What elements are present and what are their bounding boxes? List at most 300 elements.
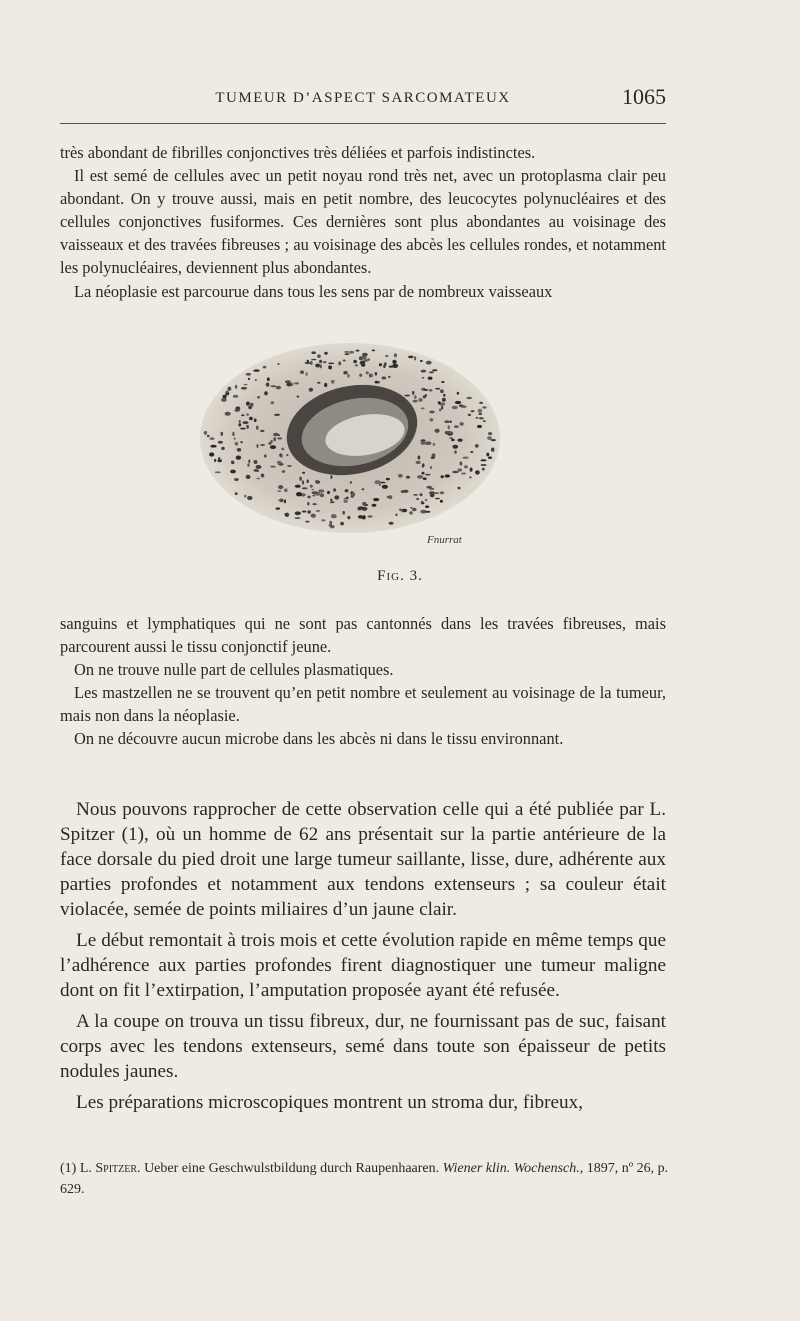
cell-nucleus bbox=[286, 383, 291, 387]
cell-nucleus bbox=[441, 381, 444, 383]
cell-nucleus bbox=[295, 485, 301, 488]
paragraph: Les préparations microscopiques montrent un stroma dur, fibreux, bbox=[76, 1092, 584, 1113]
cell-nucleus bbox=[420, 360, 423, 362]
cell-nucleus bbox=[240, 441, 243, 443]
cell-nucleus bbox=[230, 470, 236, 474]
cell-nucleus bbox=[449, 432, 453, 435]
cell-nucleus bbox=[422, 463, 425, 466]
cell-nucleus bbox=[300, 371, 304, 374]
cell-nucleus bbox=[438, 401, 441, 404]
cell-nucleus bbox=[302, 487, 308, 489]
cell-nucleus bbox=[408, 356, 414, 359]
cell-nucleus bbox=[425, 474, 430, 476]
cell-nucleus bbox=[443, 394, 445, 397]
cell-nucleus bbox=[460, 462, 463, 466]
cell-nucleus bbox=[358, 506, 364, 509]
cell-nucleus bbox=[444, 420, 449, 423]
cell-nucleus bbox=[421, 370, 427, 373]
cell-nucleus bbox=[231, 462, 234, 465]
cell-nucleus bbox=[379, 363, 382, 366]
cell-nucleus bbox=[310, 361, 312, 365]
cell-nucleus bbox=[441, 475, 444, 478]
cell-nucleus bbox=[454, 425, 459, 428]
cell-nucleus bbox=[210, 437, 215, 440]
cell-nucleus bbox=[277, 437, 282, 439]
cell-nucleus bbox=[404, 395, 410, 397]
cell-nucleus bbox=[306, 372, 308, 376]
cell-nucleus bbox=[451, 439, 454, 441]
cell-nucleus bbox=[334, 495, 339, 499]
cell-nucleus bbox=[270, 466, 275, 468]
cell-nucleus bbox=[469, 477, 471, 479]
cell-nucleus bbox=[295, 511, 301, 515]
cell-nucleus bbox=[247, 496, 252, 500]
cell-nucleus bbox=[243, 421, 249, 424]
cell-nucleus bbox=[267, 377, 270, 381]
cell-nucleus bbox=[237, 448, 241, 452]
cell-nucleus bbox=[394, 353, 397, 357]
cell-nucleus bbox=[321, 519, 325, 521]
cell-nucleus bbox=[320, 364, 322, 368]
cell-nucleus bbox=[460, 422, 464, 426]
cell-nucleus bbox=[369, 374, 373, 378]
cell-nucleus bbox=[271, 401, 275, 404]
cell-nucleus bbox=[277, 363, 279, 365]
cell-nucleus bbox=[416, 461, 421, 464]
cell-nucleus bbox=[476, 417, 479, 419]
cell-nucleus bbox=[426, 486, 432, 489]
cell-nucleus bbox=[372, 350, 375, 352]
cell-nucleus bbox=[379, 484, 381, 486]
cell-nucleus bbox=[273, 433, 279, 437]
cell-nucleus bbox=[352, 492, 356, 496]
cell-nucleus bbox=[294, 382, 299, 384]
cell-nucleus bbox=[452, 406, 458, 409]
cell-nucleus bbox=[440, 389, 444, 393]
cell-nucleus bbox=[425, 441, 431, 445]
cell-nucleus bbox=[382, 485, 388, 489]
cell-nucleus bbox=[324, 352, 328, 355]
cell-nucleus bbox=[345, 353, 350, 355]
cell-nucleus bbox=[475, 444, 479, 448]
cell-nucleus bbox=[305, 362, 311, 364]
cell-nucleus bbox=[361, 356, 367, 360]
cell-nucleus bbox=[491, 448, 494, 452]
cell-nucleus bbox=[238, 423, 241, 426]
cell-nucleus bbox=[342, 511, 345, 515]
cell-nucleus bbox=[462, 457, 468, 459]
cell-nucleus bbox=[392, 360, 396, 364]
cell-nucleus bbox=[448, 425, 450, 429]
paragraph-continuation: très abondant de fibrilles conjonctives très déliées et parfois indistinctes. bbox=[60, 143, 536, 162]
cell-nucleus bbox=[261, 474, 265, 478]
cell-nucleus bbox=[271, 440, 273, 443]
cell-nucleus bbox=[234, 438, 236, 440]
cell-nucleus bbox=[323, 361, 326, 363]
cell-nucleus bbox=[254, 460, 258, 464]
cell-nucleus bbox=[235, 409, 240, 412]
cell-nucleus bbox=[362, 488, 365, 490]
cell-nucleus bbox=[246, 475, 251, 479]
cell-nucleus bbox=[429, 389, 433, 391]
cell-nucleus bbox=[440, 492, 444, 495]
cell-nucleus bbox=[347, 516, 350, 519]
cell-nucleus bbox=[439, 408, 441, 411]
cell-nucleus bbox=[277, 461, 282, 464]
cell-nucleus bbox=[232, 432, 234, 436]
cell-nucleus bbox=[307, 502, 309, 505]
cell-nucleus bbox=[276, 386, 281, 390]
cell-nucleus bbox=[347, 374, 349, 378]
cell-nucleus bbox=[235, 385, 238, 389]
cell-nucleus bbox=[478, 413, 482, 415]
cell-nucleus bbox=[349, 351, 354, 354]
cell-nucleus bbox=[479, 402, 483, 404]
cell-nucleus bbox=[223, 395, 227, 399]
cell-nucleus bbox=[412, 508, 417, 512]
cell-nucleus bbox=[419, 493, 422, 496]
cell-nucleus bbox=[418, 398, 422, 402]
cell-nucleus bbox=[344, 498, 347, 500]
cell-nucleus bbox=[432, 369, 437, 371]
cell-nucleus bbox=[366, 371, 369, 374]
cell-nucleus bbox=[209, 452, 214, 456]
cell-nucleus bbox=[225, 412, 231, 416]
cell-nucleus bbox=[482, 406, 486, 408]
running-title: TUMEUR D’ASPECT SARCOMATEUX bbox=[215, 90, 511, 106]
cell-nucleus bbox=[442, 398, 446, 402]
cell-nucleus bbox=[204, 431, 207, 435]
paragraph: Le début remontait à trois mois et cette évolution rapide en même temps que l’adhérence aux parties profondes firent diagnostiquer une tumeur maligne dont on fit l’extirpation, l’amputation proposée ayant été refusée. bbox=[60, 930, 666, 1001]
cell-nucleus bbox=[236, 456, 241, 460]
cell-nucleus bbox=[276, 507, 281, 509]
cell-nucleus bbox=[235, 492, 238, 495]
cell-nucleus bbox=[263, 366, 267, 369]
cell-nucleus bbox=[312, 489, 314, 491]
cell-nucleus bbox=[421, 408, 425, 410]
cell-nucleus bbox=[235, 442, 239, 446]
cell-nucleus bbox=[412, 391, 414, 395]
cell-nucleus bbox=[375, 381, 379, 384]
cell-nucleus bbox=[449, 437, 453, 439]
cell-nucleus bbox=[362, 502, 366, 506]
cell-nucleus bbox=[414, 356, 416, 360]
cell-nucleus bbox=[417, 475, 423, 479]
cell-nucleus bbox=[340, 522, 344, 526]
cell-nucleus bbox=[452, 471, 458, 473]
cell-nucleus bbox=[414, 395, 417, 399]
text-block-middle bbox=[60, 612, 666, 751]
cell-nucleus bbox=[260, 430, 264, 432]
cell-nucleus bbox=[305, 521, 310, 523]
cell-nucleus bbox=[324, 383, 327, 387]
cell-nucleus bbox=[331, 381, 334, 383]
cell-nucleus bbox=[483, 420, 486, 422]
cell-nucleus bbox=[330, 499, 332, 502]
cell-nucleus bbox=[274, 414, 280, 416]
cell-nucleus bbox=[425, 394, 427, 397]
cell-nucleus bbox=[361, 364, 365, 367]
cell-nucleus bbox=[244, 384, 248, 386]
cell-nucleus bbox=[246, 373, 252, 376]
cell-nucleus bbox=[424, 389, 428, 391]
footnote bbox=[60, 1158, 680, 1200]
cell-nucleus bbox=[343, 371, 347, 374]
cell-nucleus bbox=[416, 498, 419, 500]
cell-nucleus bbox=[254, 419, 257, 423]
cell-nucleus bbox=[428, 377, 433, 380]
cell-nucleus bbox=[389, 366, 394, 368]
cell-nucleus bbox=[310, 485, 313, 488]
cell-nucleus bbox=[470, 451, 473, 453]
cell-nucleus bbox=[218, 457, 220, 460]
cell-nucleus bbox=[297, 396, 300, 398]
cell-nucleus bbox=[430, 418, 434, 421]
cell-nucleus bbox=[302, 480, 304, 484]
cell-nucleus bbox=[457, 439, 462, 442]
cell-nucleus bbox=[270, 385, 276, 387]
cell-nucleus bbox=[234, 478, 239, 481]
cell-nucleus bbox=[286, 454, 288, 456]
cell-nucleus bbox=[307, 510, 311, 513]
cell-nucleus bbox=[257, 396, 260, 399]
cell-nucleus bbox=[257, 444, 259, 448]
paragraph: On ne découvre aucun microbe dans les abcès ni dans le tissu environnant. bbox=[74, 729, 564, 749]
cell-nucleus bbox=[273, 437, 276, 441]
cell-nucleus bbox=[461, 406, 467, 408]
cell-nucleus bbox=[423, 477, 427, 480]
cell-nucleus bbox=[421, 439, 426, 442]
cell-nucleus bbox=[207, 435, 210, 437]
cell-nucleus bbox=[482, 468, 485, 471]
cell-nucleus bbox=[256, 465, 262, 469]
cell-nucleus bbox=[426, 361, 432, 365]
cell-nucleus bbox=[367, 358, 370, 361]
cell-nucleus bbox=[429, 371, 434, 373]
cell-nucleus bbox=[466, 397, 472, 400]
cell-nucleus bbox=[429, 491, 435, 494]
cell-nucleus bbox=[375, 372, 378, 376]
cell-nucleus bbox=[362, 516, 365, 519]
cell-nucleus bbox=[421, 501, 424, 503]
cell-nucleus bbox=[317, 355, 321, 358]
cell-nucleus bbox=[299, 477, 302, 481]
cell-nucleus bbox=[277, 490, 281, 492]
cell-nucleus bbox=[338, 361, 341, 365]
cell-nucleus bbox=[228, 387, 232, 391]
cell-nucleus bbox=[468, 414, 471, 417]
cell-nucleus bbox=[458, 487, 461, 490]
cell-nucleus bbox=[406, 476, 410, 479]
cell-nucleus bbox=[409, 511, 413, 514]
cell-nucleus bbox=[264, 455, 266, 458]
cell-nucleus bbox=[440, 500, 443, 503]
cell-nucleus bbox=[385, 355, 388, 357]
footnote-journal: Wiener klin. Wochensch., bbox=[442, 1161, 584, 1176]
cell-nucleus bbox=[464, 465, 468, 468]
cell-nucleus bbox=[264, 391, 268, 395]
cell-nucleus bbox=[445, 474, 451, 477]
cell-nucleus bbox=[430, 466, 432, 469]
cell-nucleus bbox=[248, 459, 250, 463]
cell-nucleus bbox=[410, 507, 412, 509]
cell-nucleus bbox=[387, 496, 390, 498]
cell-nucleus bbox=[315, 480, 319, 482]
cell-nucleus bbox=[260, 444, 265, 446]
cell-nucleus bbox=[309, 388, 313, 392]
cell-nucleus bbox=[333, 488, 336, 492]
cell-nucleus bbox=[435, 429, 440, 433]
cell-nucleus bbox=[318, 489, 324, 493]
cell-nucleus bbox=[368, 515, 373, 517]
cell-nucleus bbox=[247, 463, 249, 467]
cell-nucleus bbox=[278, 434, 280, 436]
footnote-number: (1) bbox=[60, 1161, 77, 1176]
cell-nucleus bbox=[457, 392, 459, 395]
cell-nucleus bbox=[478, 409, 483, 413]
cell-nucleus bbox=[244, 495, 246, 498]
text-block-top bbox=[60, 141, 666, 303]
cell-nucleus bbox=[233, 395, 239, 398]
cell-nucleus bbox=[311, 359, 316, 361]
cell-nucleus bbox=[433, 443, 436, 446]
cell-nucleus bbox=[256, 470, 259, 472]
cell-nucleus bbox=[328, 363, 334, 365]
cell-nucleus bbox=[343, 500, 347, 503]
cell-nucleus bbox=[431, 457, 435, 459]
cell-nucleus bbox=[281, 448, 284, 451]
cell-nucleus bbox=[327, 491, 330, 494]
cell-nucleus bbox=[425, 499, 428, 501]
cell-nucleus bbox=[375, 480, 381, 484]
cell-nucleus bbox=[285, 513, 288, 516]
cell-nucleus bbox=[384, 362, 386, 365]
histology-illustration bbox=[195, 330, 515, 555]
cell-nucleus bbox=[435, 498, 440, 500]
cell-nucleus bbox=[215, 471, 221, 473]
cell-nucleus bbox=[480, 459, 486, 461]
paragraph: Nous pouvons rapprocher de cette observation celle qui a été publiée par L. Spitzer (1), où un homme de 62 ans présentait sur la partie antérieure de la face dorsale du pied droit une large tumeur saillante, lisse, dure, adhérente aux parties profondes et notamment aux tendons extenseurs ; sa couleur était violacée, semée de points miliaires d’un jaune clair. bbox=[60, 799, 666, 920]
footnote-title: Ueber eine Geschwulstbildung durch Raupenhaaren. bbox=[144, 1161, 440, 1176]
cell-nucleus bbox=[422, 377, 425, 379]
cell-nucleus bbox=[302, 511, 307, 513]
cell-nucleus bbox=[356, 350, 360, 352]
cell-nucleus bbox=[422, 472, 425, 475]
cell-nucleus bbox=[435, 388, 440, 390]
cell-nucleus bbox=[253, 369, 259, 371]
paragraph: La néoplasie est parcourue dans tous les sens par de nombreux vaisseaux bbox=[74, 281, 553, 301]
cell-nucleus bbox=[373, 498, 379, 501]
cell-nucleus bbox=[248, 378, 250, 381]
cell-nucleus bbox=[454, 450, 457, 453]
cell-nucleus bbox=[302, 472, 305, 474]
cell-nucleus bbox=[386, 478, 390, 481]
cell-nucleus bbox=[479, 417, 484, 419]
cell-nucleus bbox=[246, 402, 250, 406]
cell-nucleus bbox=[221, 398, 227, 402]
cell-nucleus bbox=[331, 514, 337, 518]
cell-nucleus bbox=[346, 497, 349, 500]
paragraph: Les mastzellen ne se trouvent qu’en petit nombre et seulement au voisinage de la tumeur, mais non dans la néoplasie. bbox=[60, 683, 666, 726]
cell-nucleus bbox=[278, 485, 283, 489]
cell-nucleus bbox=[350, 481, 352, 484]
cell-nucleus bbox=[353, 360, 357, 364]
figure-caption: Fig. 3. bbox=[377, 568, 423, 584]
cell-nucleus bbox=[402, 490, 408, 493]
cell-nucleus bbox=[311, 514, 316, 518]
cell-nucleus bbox=[266, 383, 270, 387]
cell-nucleus bbox=[477, 425, 482, 428]
cell-nucleus bbox=[241, 387, 247, 390]
cell-nucleus bbox=[226, 391, 229, 394]
cell-nucleus bbox=[256, 478, 260, 480]
running-head bbox=[60, 84, 666, 114]
cell-nucleus bbox=[345, 489, 349, 492]
cell-nucleus bbox=[320, 493, 324, 497]
cell-nucleus bbox=[241, 414, 244, 416]
cell-nucleus bbox=[461, 473, 466, 475]
cell-nucleus bbox=[398, 474, 403, 478]
cell-nucleus bbox=[313, 503, 317, 505]
cell-nucleus bbox=[307, 496, 310, 499]
cell-nucleus bbox=[330, 525, 335, 528]
cell-nucleus bbox=[312, 495, 315, 497]
cell-nucleus bbox=[284, 488, 288, 492]
cell-nucleus bbox=[418, 456, 421, 460]
cell-nucleus bbox=[470, 468, 473, 472]
cell-nucleus bbox=[413, 400, 418, 403]
cell-nucleus bbox=[344, 351, 349, 353]
cell-nucleus bbox=[270, 445, 276, 449]
cell-nucleus bbox=[453, 445, 459, 449]
cell-nucleus bbox=[395, 514, 397, 517]
cell-nucleus bbox=[239, 420, 241, 423]
cell-nucleus bbox=[481, 464, 487, 466]
cell-nucleus bbox=[246, 413, 249, 416]
paragraph: On ne trouve nulle part de cellules plasmatiques. bbox=[74, 660, 394, 680]
cell-nucleus bbox=[372, 504, 377, 507]
cell-nucleus bbox=[296, 492, 302, 496]
cell-nucleus bbox=[317, 382, 321, 384]
cell-nucleus bbox=[330, 501, 335, 503]
cell-nucleus bbox=[425, 511, 431, 513]
cell-nucleus bbox=[450, 420, 452, 423]
cell-nucleus bbox=[221, 432, 224, 436]
cell-nucleus bbox=[343, 360, 346, 362]
page-number: 1065 bbox=[622, 84, 666, 109]
header-rule bbox=[60, 123, 666, 124]
cell-nucleus bbox=[312, 491, 318, 494]
cell-nucleus bbox=[401, 510, 403, 513]
cell-nucleus bbox=[307, 479, 309, 483]
cell-nucleus bbox=[246, 425, 249, 429]
cell-nucleus bbox=[355, 364, 358, 366]
paragraph-continuation: sanguins et lymphatiques qui ne sont pas cantonnés dans les travées fibreuses, mais parcourent aussi le tissu conjonctif jeune. bbox=[60, 614, 666, 657]
footnote-author: L. Spitzer. bbox=[79, 1161, 141, 1176]
cell-nucleus bbox=[329, 521, 332, 525]
cell-nucleus bbox=[281, 454, 283, 458]
cell-nucleus bbox=[425, 505, 429, 508]
cell-nucleus bbox=[282, 470, 285, 473]
cell-nucleus bbox=[457, 468, 462, 471]
cell-nucleus bbox=[284, 499, 286, 503]
cell-nucleus bbox=[359, 374, 362, 377]
cell-nucleus bbox=[319, 360, 322, 364]
cell-nucleus bbox=[311, 351, 316, 354]
cell-nucleus bbox=[486, 453, 489, 457]
cell-nucleus bbox=[250, 403, 254, 407]
cell-nucleus bbox=[491, 439, 496, 441]
